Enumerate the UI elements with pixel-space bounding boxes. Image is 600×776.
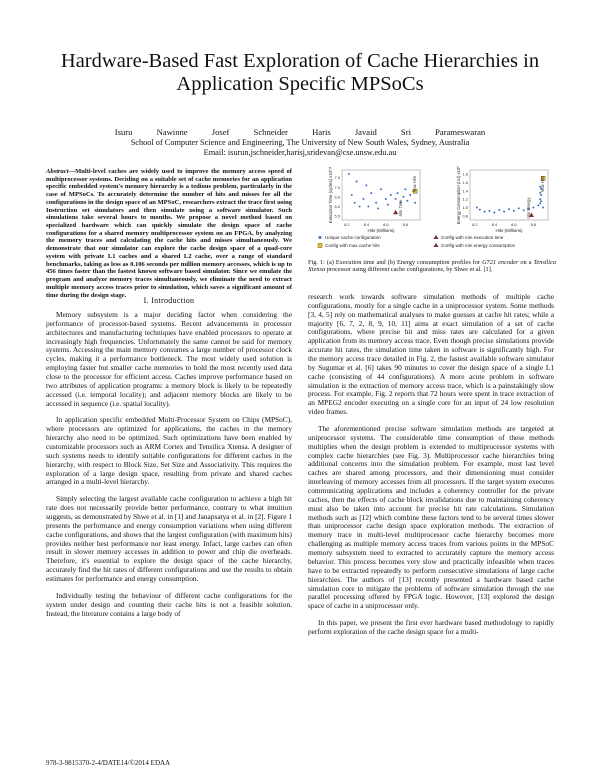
y-tick-label: 1.8 — [462, 171, 468, 177]
legend-marker — [434, 235, 439, 239]
data-point — [484, 211, 486, 213]
data-point — [359, 206, 361, 208]
caption-end: processor using different cache configurations, by Shwe et al. [1]. — [325, 266, 493, 274]
paragraph: Individually testing the behaviour of different cache configurations for the system under design and counting their cache hits is not a feasible solution. Instead, the literature contains a large body of — [46, 590, 292, 618]
data-point — [513, 210, 515, 212]
data-point — [354, 202, 356, 204]
legend-label: Config with min execution time — [441, 235, 504, 240]
y-tick-label: 1.2 — [462, 196, 468, 202]
paragraph: research work towards software simulation methods of multiple cache configurations, mostly for a single cache in a uniprocessor system. Some methods [3, 4, 5] rely on mathematical analyses to make guesses at cache hit rates; while a majority [6, 7, 2, 8, 9, 10, 11] aims at exact simulation of a set of cache configurations, where precise hit and miss rates are calculated for a given application from its memory access trace. Even though precise simulations provide accurate hit rates, the simulation time taken in software is significantly high. For the memory access trace detailed in Fig. 2, the fastest available software simulator by Sugumar et al. [6] takes 90 minutes to cover the design space of a single L1 cache (consisting of 44 configurations). A more acute problem in software simulation is the extraction of memory access trace, which is a painstakingly slow process. For example, Fig. 2 reports that 72 hours were spent in trace extraction of an MPEG2 encoder executing on a single core for an input of 24 low resolution video frames. — [308, 292, 554, 417]
data-point — [540, 194, 542, 196]
data-point — [542, 207, 544, 209]
data-point — [390, 194, 392, 196]
affiliation: School of Computer Science and Engineering, The University of New South Wales, Sydney, Australia — [130, 138, 470, 147]
energy-chart — [456, 166, 548, 233]
data-point — [385, 198, 387, 200]
data-point — [387, 204, 389, 206]
paragraph: Memory subsystem is a major deciding factor when considering the performance of processor-based systems. Recent advancements in processor architectures and manufacturing techniques have enabled processors to operate at increasingly high frequencies. Unfortunately the same cannot be said for memory systems. Accessing the main memory consumes a large number of processor clock cycles, making it a performance bottleneck. The most widely used solution is employing faster but smaller cache memories to hold the most recently used data close to the processor for efficient access. Caches improve performance based on two attributes of application programs: a memory block is likely to be repeatedly accessed (i.e. temporal locality); and adjacent memory blocks are likely to be accessed in sequence (i.e. spatial locality). — [46, 310, 292, 408]
data-point — [397, 192, 399, 194]
data-point — [518, 207, 520, 209]
y-tick-label: 5.5 — [334, 213, 340, 219]
data-point — [479, 209, 481, 211]
abstract-text: —Multi-level caches are widely used to improve the memory access speed of multiprocessor systems. Deciding on a suitable set of cache memories for an application specific embedded system's memory hierarchy is a tedious problem, particularly in the case of MPSoCs. To accurately determine the number of hits and misses for all the configurations in the design space of an MPSoC, researchers extract the trace first using Instruction set simulators and then simulate using a software simulator. Such simulations take several hours to months. We propose a novel method based on specialized hardware which can quickly simulate the design space of cache configurations for a shared memory multiprocessor system on an FPGA, by analyzing the memory traces and calculating the cache hits and misses simultaneously. We demonstrate that our simulator can explore the cache design space of a quad-core system with private L1 caches and a shared L2 cache, over a range of standard benchmarks, taking as less as 0.106 seconds per million memory accesses, which is up to 456 times faster than the fastest known software based simulator. Since we emulate the program and analyze memory traces simultaneously, we eliminate the need to extract multiple memory access traces prior to simulation, which saves a significant amount of time during the design stage. — [46, 168, 292, 299]
data-point — [414, 202, 416, 204]
x-axis-label: Hits (Millions) — [367, 228, 395, 233]
figure-1 — [308, 166, 558, 256]
left-column-body — [46, 311, 292, 619]
paragraph: In this paper, we present the first ever hardware based methodology to rapidly perform exploration of the cache design space for a multi- — [308, 618, 554, 636]
data-point — [356, 181, 358, 183]
caption-app: G721 encoder — [482, 259, 519, 266]
legend-label: Config with max cache hits — [325, 243, 380, 248]
x-tick-label: 8.8 — [402, 222, 409, 227]
data-point — [395, 198, 397, 200]
execution-time-chart — [328, 166, 420, 233]
data-point — [362, 198, 364, 200]
y-tick-label: 0.8 — [462, 213, 468, 219]
annotation-min: Min Energy — [526, 197, 531, 219]
data-point — [377, 207, 379, 209]
legend-marker — [318, 244, 322, 248]
data-point — [367, 206, 369, 208]
plot-frame — [342, 170, 420, 220]
paragraph: In application specific embedded Multi-Processor System on Chips (MPSoC), where processors are optimized for applications, the caches in the memory hierarchy also need to be optimized. Such optimizations have been enabled by customizable processors such as ARM Cortex and Tensilica Xtensa. A designer of such systems needs to identify suitable configurations for different caches in the hierarchy, with respect to Block Size, Set Size and Associativity. This requires the exploration of a large design space, resulting from private and shared caches arranged in a multi-level hierarchy. — [46, 415, 292, 487]
data-point — [404, 188, 406, 190]
data-point — [532, 207, 534, 209]
data-point — [503, 211, 505, 213]
y-tick-label: 7.5 — [334, 175, 340, 181]
caption-processor: Tensilica Xtensa — [308, 259, 556, 274]
title-line-2: Application Specific MPSoCs — [176, 73, 424, 95]
page-footer: 978-3-9815370-2-4/DATE14/©2014 EDAA — [46, 759, 171, 767]
data-point — [409, 194, 411, 196]
annotation-max: Max Hits — [412, 175, 417, 193]
data-point — [523, 209, 525, 211]
legend-label: Config with min energy consumption — [441, 243, 516, 248]
legend-marker — [434, 243, 439, 247]
annotation-min: Min Time — [398, 199, 403, 217]
y-tick-label: 7.0 — [334, 184, 340, 190]
y-axis-label: Execution Time (cycles) x10^7 — [328, 166, 333, 224]
data-point — [380, 188, 382, 190]
title-line-1: Hardware-Based Fast Exploration of Cache Hierarchies in — [60, 50, 540, 72]
paper-title — [30, 50, 570, 96]
y-tick-label: 6.0 — [334, 204, 340, 210]
caption-mid: on a — [518, 259, 534, 266]
x-tick-label: 8.2 — [472, 222, 478, 227]
data-point — [508, 208, 510, 210]
y-tick-label: 6.5 — [334, 194, 340, 200]
y-tick-label: 1.6 — [462, 180, 468, 185]
data-point — [539, 198, 541, 200]
data-point — [540, 200, 542, 202]
figure-legend — [318, 235, 515, 248]
abstract-lead: Abstract — [46, 168, 69, 175]
data-point — [348, 173, 350, 175]
annotation-max: Max Hits — [540, 175, 545, 193]
data-point — [539, 202, 541, 204]
data-point — [493, 212, 495, 214]
email: Email: isurun,jschneider,harisj,sridevan@cse.unsw.edu.au — [203, 148, 397, 158]
figure-caption — [308, 259, 556, 274]
data-point — [375, 202, 377, 204]
paragraph: The aforementioned precise software simulation methods are targeted at uniprocessor systems. The considerable time consumption of these methods multiplies when the design problem is extended to multiprocessor systems with complex cache hierarchies (see Fig. 3). Multiprocessor cache hierarchies bring additional concerns into the simulation problem. For example, most last level caches are shared among processors, and their dimensioning must consider interleaving of memory accesses from all processors. If the target system executes communicating applications and includes a coherency controller for the private caches, then the effects of cache block invalidations due to maintaining coherency must also be taken into account for precise hit rate calculations. Simulation methods such as [12] which combine these factors tend to be several times slower than uniprocessor cache design space exploration methods. The extraction of memory trace in multi-level multiprocessor cache hierarchy becomes more challenging as multiple memory access traces from various points in the MPSoC memory subsystem need to extracted to accurately capture the memory access behavior. This process becomes very slow and practically infeasible when traces have to be extracted repeatedly to perform consecutive simulations of large cache hierarchies. The authors of [13] recently presented a hardware based cache simulation core to mitigate the problems of software simulation through the use parallel processing offered by FPGA logic. However, [13] explored the design space of cache in a uniprocessor only. — [308, 424, 554, 611]
data-point — [365, 184, 367, 186]
x-tick-label: 8.4 — [491, 222, 498, 227]
plot-frame — [470, 170, 548, 220]
author-list: Isuru Nawinne Josef Schneider Haris Javaid Sri Parameswaran — [114, 127, 486, 137]
x-tick-label: 8.8 — [530, 222, 537, 227]
data-point — [370, 192, 372, 194]
section-heading: I. Introduction — [143, 296, 195, 305]
y-tick-label: 1.0 — [462, 205, 468, 210]
data-point — [489, 210, 491, 212]
data-point — [406, 200, 408, 202]
abstract — [46, 168, 292, 299]
x-tick-label: 8.2 — [344, 222, 350, 227]
legend-marker — [319, 236, 322, 239]
x-axis-label: Hits (Millions) — [495, 228, 523, 233]
x-tick-label: 8.6 — [383, 222, 389, 227]
paragraph: Simply selecting the largest available cache configuration to achieve a high hit rate does not necessarily provide better performance, contrary to what intuition suggests, as demonstrated by Shwe et al. in [1] and Janapsatya et al. in [2]. Figure 1 presents the performance and energy consumption variations when using different cache configurations, and shows that the largest configuration (with maximum hits) provides neither best performance nor least energy. Infact, large caches can often result in slower memory accesses in addition to power and chip die overheads. Therefore, it's essential to explore the design space of the cache hierarchy, accurately find the hit rates of different configurations and use the results to obtain estimates for performance and energy consumption. — [46, 494, 292, 584]
data-point — [402, 196, 404, 198]
caption-label: Fig. 1: (a) Execution time and (b) Energy consumption profiles for — [308, 259, 483, 266]
legend-label: Unique cache configuration — [325, 235, 381, 240]
data-point — [476, 207, 478, 209]
x-tick-label: 8.6 — [511, 222, 517, 227]
x-tick-label: 8.4 — [363, 222, 370, 227]
y-tick-label: 1.4 — [462, 188, 468, 194]
data-point — [498, 209, 500, 211]
affiliation-block — [30, 138, 570, 159]
data-point — [537, 204, 539, 206]
y-axis-label: Energy Consumption (mJ) x10^ — [456, 166, 461, 225]
right-column-body — [308, 293, 554, 637]
data-point — [351, 194, 353, 196]
